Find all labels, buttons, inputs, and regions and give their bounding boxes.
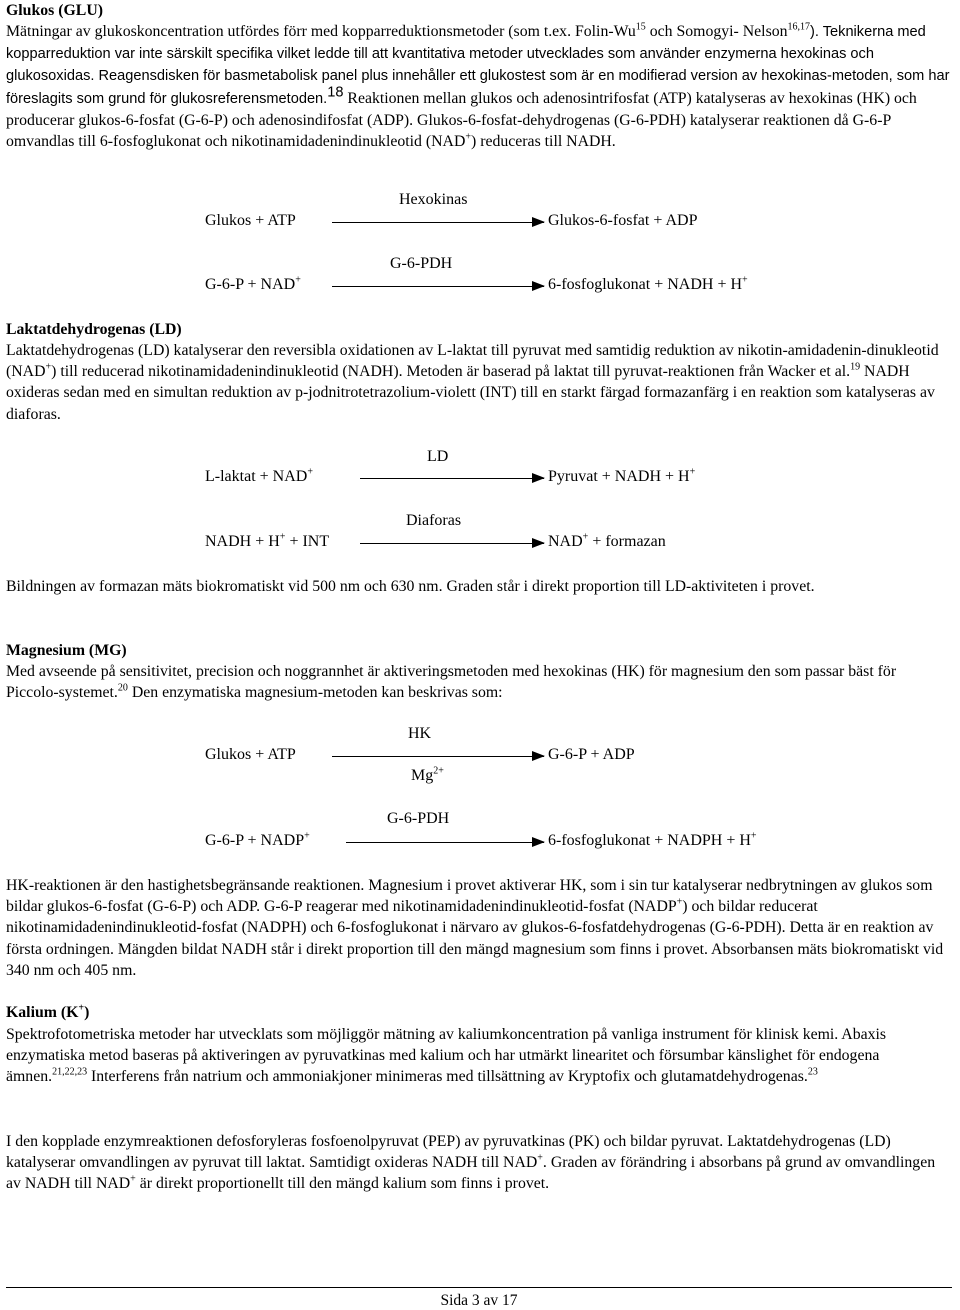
reaction2-enzyme1: LD [427, 448, 449, 465]
reaction1-left2: G-6-P + NAD+ [205, 274, 301, 293]
reaction1-right1: Glukos-6-fosfat + ADP [548, 212, 698, 229]
reaction1-left1: Glukos + ATP [205, 212, 296, 229]
kalium-paragraph1: Spektrofotometriska metoder har utvecklats som möjliggör mätning av kaliumkoncentration på vanliga instrument för klinisk kemi. Abaxis enzymatiska metod baseras på aktiveringen av pyruvatkinas med kalium och har utmärkt linearitet och försumbar känslighet för endogena ämnen.$^{21,22,23}$ Interferens från natrium och ammoniakjoner minimeras med tillsättning av Kryptofix och glutamatdehydrogenas.$^{23}$ [6, 1026, 887, 1086]
reaction3-arrow1 [332, 756, 544, 757]
reaction2-left1: L-laktat + NAD+ [205, 466, 313, 485]
kalium-paragraph2: I den kopplade enzymreaktionen defosforyleras fosfoenolpyruvat (PEP) av pyruvatkinas (PK) och bildar pyruvat. Laktatdehydrogenas (LD) katalyserar omvandlingen av pyruvat till laktat. Samtidigt oxideras NADH till NAD+. Graden av förändring i absorbans på grund av omvandlingen av NADH till NAD+ är direkt proportionellt till den mängd kalium som finns i provet. [6, 1133, 936, 1193]
reaction2-arrow2 [360, 543, 544, 544]
kalium-heading: Kalium (K+) [6, 1002, 90, 1021]
reaction1-enzyme1: Hexokinas [399, 191, 468, 208]
ld-after-paragraph: Bildningen av formazan mäts biokromatiskt vid 500 nm och 630 nm. Graden står i direkt proportion till LD-aktiviteten i provet. [6, 578, 815, 595]
reaction1-enzyme2: G-6-PDH [390, 255, 453, 272]
reaction2-enzyme2: Diaforas [406, 512, 462, 529]
mg-paragraph: Med avseende på sensitivitet, precision och noggrannhet är aktiveringsmetoden med hexokinas (HK) för magnesium den som passar bäst för Piccolo-systemet.$^{20}$ Den enzymatiska magnesium-metoden kan beskrivas som: [6, 663, 897, 702]
reaction3-arrow2 [346, 842, 544, 843]
reaction2-right2: NAD+ + formazan [548, 531, 666, 550]
reaction2-arrow1 [360, 478, 544, 479]
glukos-paragraph: Mätningar av glukoskoncentration utfördes förr med kopparreduktionsmetoder (som t.ex. Folin-Wu$^{15}$ och Somogyi- Nelson$^{16,17}$). Teknikerna med kopparreduktion var inte särskilt specifika vilket ledde till att kvantitativa metoder utvecklades som använder enzymerna hexokinas och glukosoxidas. Reagensdisken för basmetabolisk panel plus innehåller ett glukostest som är en modifierad version av hexokinas-metoden, som har föreslagits som grund för glukosreferensmetoden.$^{18}$ Reaktionen mellan glukos och adenosintrifosfat (ATP) katalyseras av hexokinas (HK) och producerar glukos-6-fosfat (G-6-P) och adenosindifosfat (ADP). Glukos-6-fosfat-dehydrogenas (G-6-PDH) katalyserar reaktionen då G-6-P omvandlas till 6-fosfoglukonat och nikotinamidadenindinukleotid (NAD+) reduceras till NADH. [6, 21, 950, 151]
reaction3-right1: G-6-P + ADP [548, 746, 635, 763]
page-number: Sida 3 av 17 [440, 1292, 518, 1309]
reaction3-right2: 6-fosfoglukonat + NADPH + H+ [548, 830, 757, 849]
reaction3-left1: Glukos + ATP [205, 746, 296, 763]
mg-heading: Magnesium (MG) [6, 642, 127, 659]
footer-divider [6, 1287, 952, 1288]
reaction1-right2: 6-fosfoglukonat + NADH + H+ [548, 274, 748, 293]
ld-heading: Laktatdehydrogenas (LD) [6, 321, 182, 338]
reaction1-arrow1 [332, 222, 544, 223]
reaction3-cofactor: $Mg^{2+}$ [411, 765, 444, 784]
reaction2-right1: Pyruvat + NADH + H+ [548, 466, 696, 485]
reaction3-enzyme2: G-6-PDH [387, 810, 450, 827]
reaction3-enzyme1: HK [408, 725, 432, 742]
reaction3-left2: G-6-P + NADP+ [205, 830, 310, 849]
reaction2-left2: NADH + H+ + INT [205, 531, 330, 550]
glukos-heading: Glukos (GLU) [6, 2, 103, 19]
reaction1-arrow2 [332, 286, 544, 287]
ld-paragraph: Laktatdehydrogenas (LD) katalyserar den reversibla oxidationen av L-laktat till pyruvat med samtidig reduktion av nikotin-amidadenin-dinukleotid (NAD+) till reducerad nikotinamidadenindinukleotid (NADH). Metoden är baserad på laktat till pyruvat-reaktionen från Wacker et al.$^{19}$ NADH oxideras sedan med en simultan reduktion av p-jodnitrotetrazolium-violett (INT) till en starkt färgad formazanfärg i en reaktion som katalyseras av diaforas. [6, 342, 939, 423]
mg-after-paragraph: HK-reaktionen är den hastighetsbegränsande reaktionen. Magnesium i provet aktiverar HK, som i sin tur katalyserar nedbrytningen av glukos som bildar glukos-6-fosfat (G-6-P) och ADP. G-6-P reagerar med nikotinamidadenindinukleotid-fosfat (NADP+) och bildar reducerat nikotinamidadenindinukleotid-fosfat (NADPH) och 6-fosfoglukonat i närvaro av glukos-6-fosfatdehydrogenas (G-6-PDH). Detta är en reaktion av första ordningen. Mängden bildat NADH står i direkt proportion till den mängd magnesium som finns i provet. Absorbansen mäts biokromatiskt vid 340 nm och 405 nm. [6, 877, 944, 979]
